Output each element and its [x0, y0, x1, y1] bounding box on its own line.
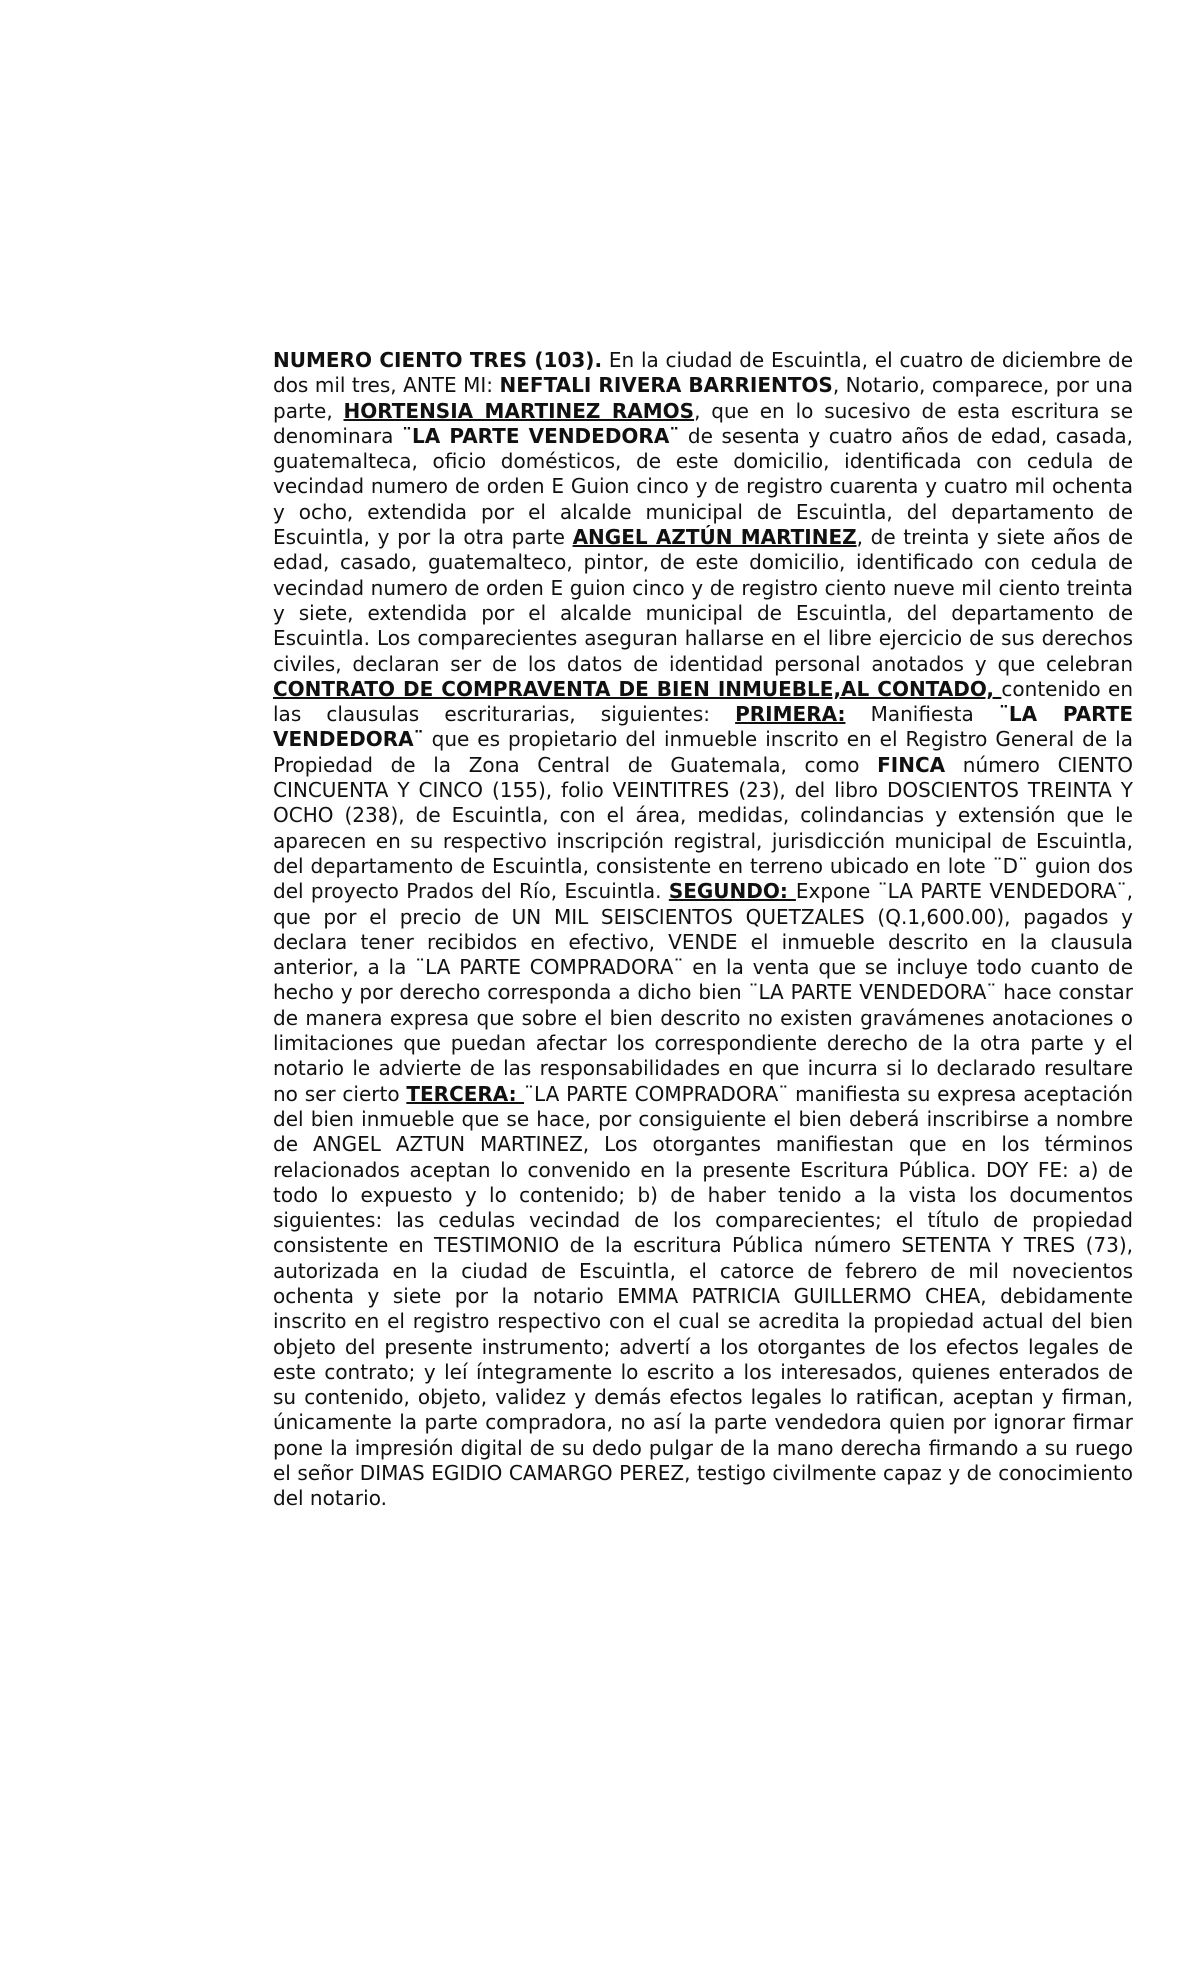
text-run: contenido en las clausulas escriturarias, siguientes: — [273, 676, 1133, 727]
emphasized-text-run: NEFTALI RIVERA BARRIENTOS — [499, 373, 833, 398]
emphasized-text-run: TERCERA: — [406, 1081, 525, 1106]
emphasized-text-run: FINCA — [877, 752, 946, 777]
text-run: , que en lo sucesivo de esta escritura se denominara — [273, 398, 1134, 448]
emphasized-text-run: SEGUNDO: — [668, 879, 796, 904]
text-run: que es propietario del inmueble inscrito en el Registro General de la Propiedad de la Zona Central de Guatemala, como — [273, 727, 1133, 777]
deed-body-paragraph — [273, 348, 1133, 1512]
text-run: , de treinta y siete años de edad, casado, guatemalteco, pintor, de este domicilio, identificado con cedula de vecindad numero de orden E guion cinco y de registro ciento nueve mil ciento treinta y siete, extendida por el alcalde municipal de Escuintla, del departamento de Escuintla. Los comparecientes aseguran hallarse en el libre ejercicio de sus derechos civiles, declaran ser de los datos de identidad personal anotados y que celebran — [273, 525, 1133, 676]
text-run: ¨LA PARTE COMPRADORA¨ manifiesta su expresa aceptación del bien inmueble que se hace, por consiguiente el bien deberá inscribirse a nombre de ANGEL AZTUN MARTINEZ, Los otorgantes manifiestan que en los términos relacionados aceptan lo convenido en la presente Escritura Pública. DOY FE: a) de todo lo expuesto y lo contenido; b) de haber tenido a la vista los documentos siguientes: las cedulas vecindad de los comparecientes; el título de propiedad consistente en TESTIMONIO de la escritura Pública número SETENTA Y TRES (73), autorizada en la ciudad de Escuintla, el catorce de febrero de mil novecientos ochenta y siete por la notario EMMA PATRICIA GUILLERMO CHEA, debidamente inscrito en el registro respectivo con el cual se acredita la propiedad actual del bien objeto del presente instrumento; advertí a los otorgantes de los efectos legales de este contrato; y leí íntegramente lo escrito a los interesados, quienes enterados de su contenido, objeto, validez y demás efectos legales lo ratifican, aceptan y firman, únicamente la parte compradora, no así la parte vendedora quien por ignorar firmar pone la impresión digital de su dedo pulgar de la mano derecha firmando a su ruego el señor DIMAS EGIDIO CAMARGO PEREZ, testigo civilmente capaz y de conocimiento del notario. — [273, 1081, 1134, 1511]
emphasized-text-run: NUMERO CIENTO TRES (103). — [273, 348, 603, 372]
emphasized-text-run: ANGEL AZTÚN MARTINEZ — [572, 525, 857, 550]
text-run: , Notario, comparece, por una parte, — [273, 373, 1133, 423]
text-run: Manifiesta — [845, 702, 999, 727]
text-run: En la ciudad de Escuintla, el cuatro de diciembre de dos mil tres, ANTE MI: — [273, 348, 1133, 398]
emphasized-text-run: ¨LA PARTE VENDEDORA¨ — [273, 702, 1133, 752]
text-run: Expone ¨LA PARTE VENDEDORA¨, que por el precio de UN MIL SEISCIENTOS QUETZALES (Q.1,600.00), pagados y declara tener recibidos en efectivo, VENDE el inmueble descrito en la clausula anterior, a la ¨LA PARTE COMPRADORA¨ en la venta que se incluye todo cuanto de hecho y por derecho corresponda a dicho bien ¨LA PARTE VENDEDORA¨ hace constar de manera expresa que sobre el bien descrito no existen gravámenes anotaciones o limitaciones que puedan afectar los correspondiente derecho de la otra parte y el notario le advierte de las responsabilidades en que incurra si lo declarado resultare no ser cierto — [273, 879, 1133, 1106]
text-run: número CIENTO CINCUENTA Y CINCO (155), folio VEINTITRES (23), del libro DOSCIENTOS TREINTA Y OCHO (238), de Escuintla, con el área, medidas, colindancias y extensión que le aparecen en su respectivo inscripción registral, jurisdicción municipal de Escuintla, del departamento de Escuintla, consistente en terreno ubicado en lote ¨D¨ guion dos del proyecto Prados del Río, Escuintla. — [273, 752, 1133, 904]
emphasized-text-run: PRIMERA: — [735, 702, 846, 727]
emphasized-text-run: ¨LA PARTE VENDEDORA¨ — [401, 423, 680, 448]
emphasized-text-run: HORTENSIA MARTINEZ RAMOS — [343, 398, 695, 423]
emphasized-text-run: CONTRATO DE COMPRAVENTA DE BIEN INMUEBLE,AL CONTADO, — [273, 676, 995, 701]
text-run: de sesenta y cuatro años de edad, casada, guatemalteca, oficio domésticos, de este domicilio, identificada con cedula de vecindad numero de orden E Guion cinco y de registro cuarenta y cuatro mil ochenta y ocho, extendida por el alcalde municipal de Escuintla, del departamento de Escuintla, y por la otra parte — [273, 423, 1134, 550]
